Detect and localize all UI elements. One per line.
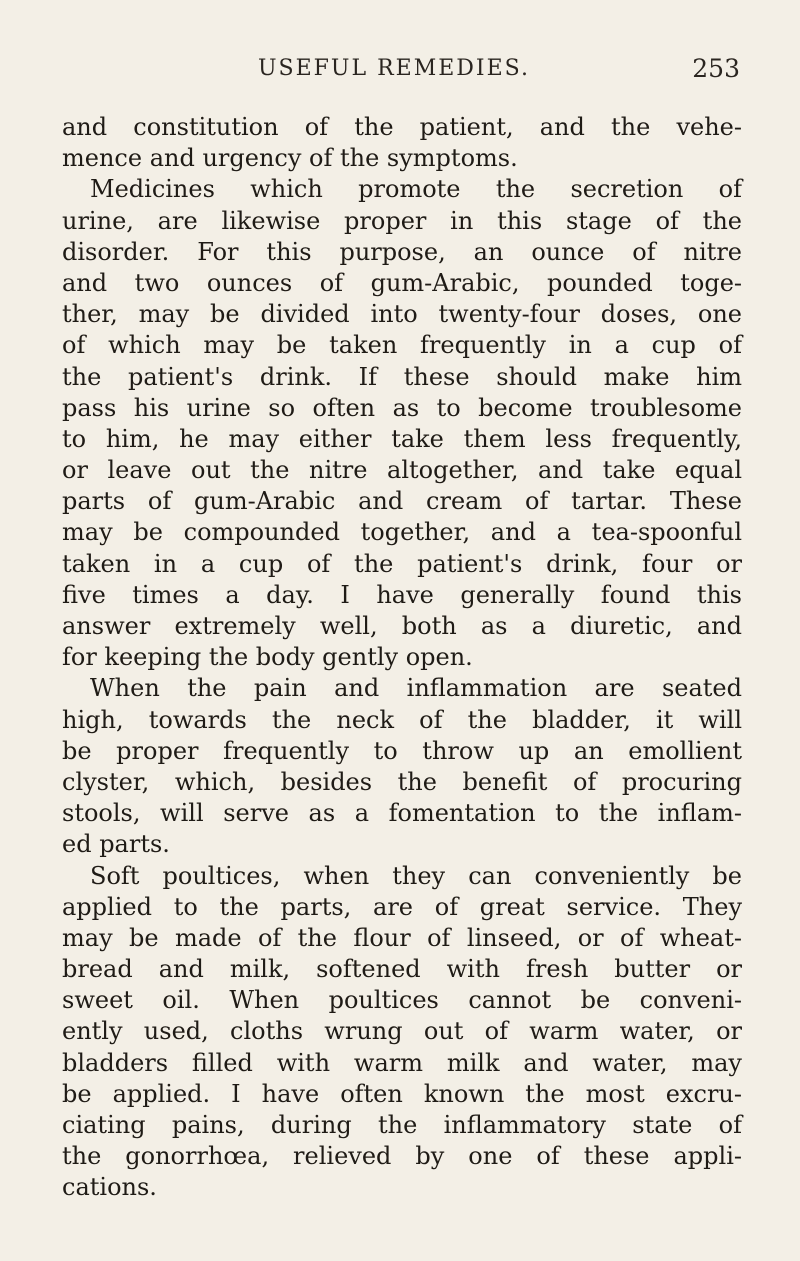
text-line: answer extremely well, both as a diuretic, and [62,612,742,640]
text-line: high, towards the neck of the bladder, it will [62,705,742,734]
text-line: clyster, which, besides the benefit of procuring [62,767,742,796]
text-line: be applied. I have often known the most excru- [62,1079,742,1108]
text-line: the gonorrhœa, relieved by one of these appli- [62,1142,742,1171]
body-text [62,112,742,1204]
text-line: ently used, cloths wrung out of warm water, or [62,1017,742,1046]
text-line: stools, will serve as a fomentation to the inflam- [62,799,742,828]
text-line: cations. [62,1173,157,1202]
text-line: of which may be taken frequently in a cup of [62,331,742,360]
text-line: and two ounces of gum-Arabic, pounded toge- [62,268,742,297]
text-line: for keeping the body gently open. [62,643,473,672]
text-line: five times a day. I have generally found this [62,580,742,609]
text-line: or leave out the nitre altogether, and take equal [62,456,742,485]
text-line: parts of gum-Arabic and cream of tartar. These [62,487,742,516]
text-line: sweet oil. When poultices cannot be conveni- [62,986,742,1015]
text-line: pass his urine so often as to become troublesome [62,393,742,422]
text-line: Medicines which promote the secretion of [90,175,742,204]
text-line: ed parts. [62,830,170,859]
text-line: the patient's drink. If these should make him [62,362,742,391]
text-line: When the pain and inflammation are seated [90,674,742,703]
text-line: Soft poultices, when they can conveniently be [90,861,742,890]
text-line: urine, are likewise proper in this stage of the [62,206,742,235]
text-line: and constitution of the patient, and the vehe- [62,113,742,141]
text-line: mence and urgency of the symptoms. [62,144,518,173]
running-head: USEFUL REMEDIES. [258,56,530,81]
text-line: disorder. For this purpose, an ounce of nitre [62,237,742,266]
text-line: be proper frequently to throw up an emollient [62,736,742,765]
text-line: to him, he may either take them less frequently, [62,424,742,453]
text-line: may be made of the flour of linseed, or of wheat- [62,923,742,952]
text-line: bread and milk, softened with fresh butter or [62,955,742,984]
text-line: applied to the parts, are of great service. They [62,892,742,921]
text-line: taken in a cup of the patient's drink, four or [62,549,742,578]
text-line: may be compounded together, and a tea-spoonful [62,518,742,547]
text-line: bladders filled with warm milk and water, may [62,1048,742,1077]
text-line: ther, may be divided into twenty-four doses, one [62,300,742,329]
text-line: ciating pains, during the inflammatory state of [62,1111,742,1139]
page-number: 253 [692,54,740,83]
